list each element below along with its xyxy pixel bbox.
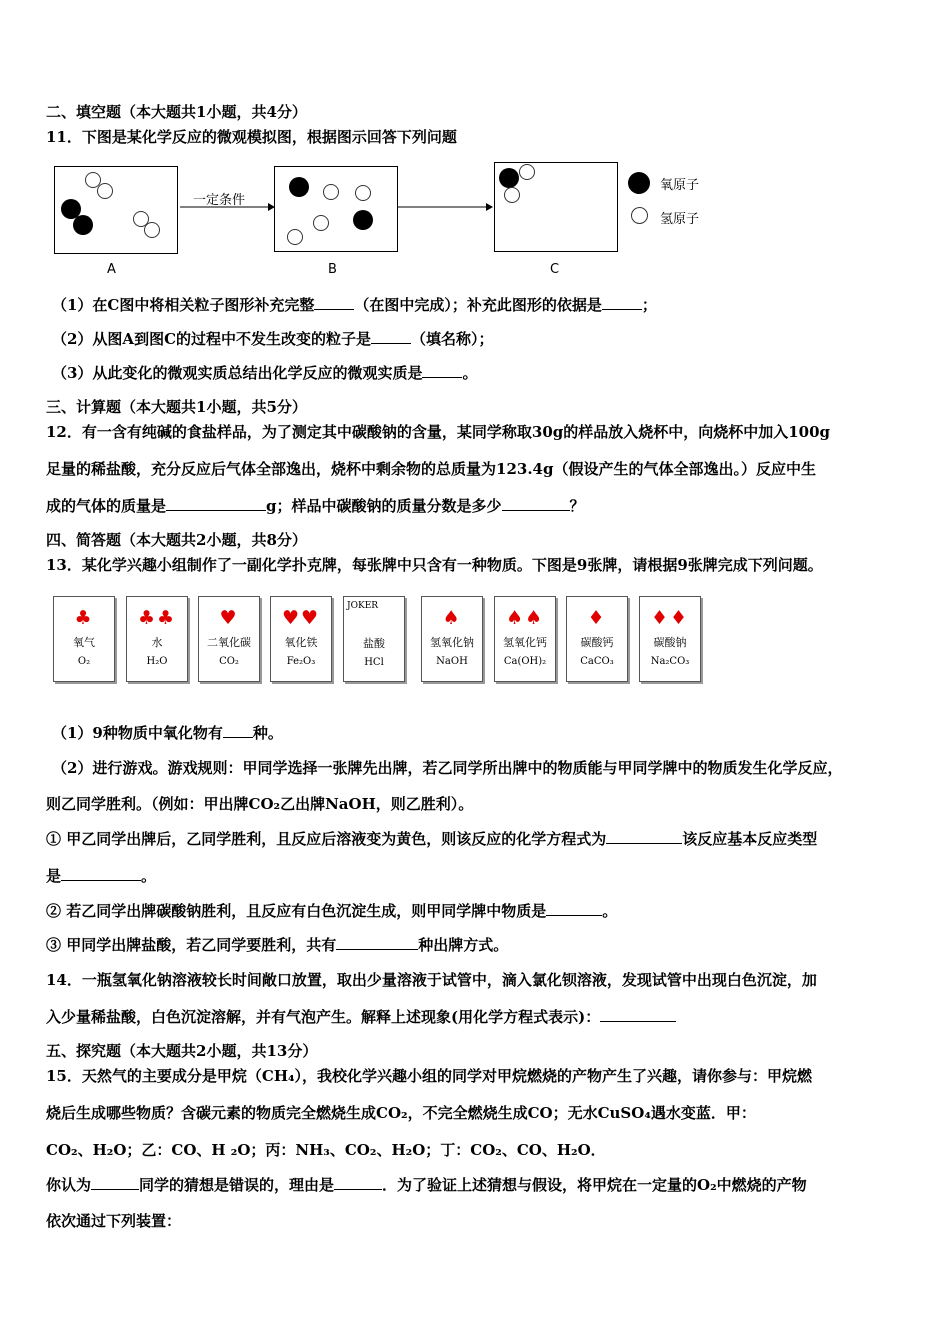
reaction-arrow <box>180 200 275 214</box>
q13-case2: ② 若乙同学出牌碳酸钠胜利，且反应有白色沉淀生成，则甲同学牌中物质是 。 <box>46 902 618 920</box>
hydrogen-atom <box>504 187 520 203</box>
section-heading-4: 四、简答题（本大题共2小题，共8分） <box>46 531 307 549</box>
box-c <box>494 162 618 252</box>
answer-blank[interactable] <box>314 295 354 310</box>
card-water: ♣♣ 水 H₂O <box>126 596 188 682</box>
club-icon: ♣ <box>74 607 94 629</box>
card-sodium-hydroxide: ♠ 氢氧化钠 NaOH <box>421 596 483 682</box>
answer-blank[interactable] <box>546 901 602 916</box>
q15-line5: 依次通过下列装置： <box>46 1212 182 1230</box>
q13-stem: 13．某化学兴趣小组制作了一副化学扑克牌，每张牌中只含有一种物质。下图是9张牌，请根据9张牌完成下列问题。 <box>46 556 823 574</box>
label-c: C <box>550 262 560 277</box>
hydrogen-atom <box>355 185 371 201</box>
legend-hydrogen-label: 氢原子 <box>660 212 700 227</box>
q12-line1: 12．有一含有纯碱的食盐样品，为了测定其中碳酸钠的含量，某同学称取30g的样品放入烧杯中，向烧杯中加入100g <box>46 423 831 441</box>
card-carbon-dioxide: ♥ 二氧化碳 CO₂ <box>198 596 260 682</box>
spade-icon: ♠ <box>442 607 462 629</box>
card-hydrochloric-acid: JOKER 盐酸 HCl <box>343 596 405 682</box>
answer-blank[interactable] <box>334 1175 382 1190</box>
hydrogen-atom <box>313 215 329 231</box>
card-iron-oxide: ♥♥ 氧化铁 Fe₂O₃ <box>270 596 332 682</box>
q15-line2: 烧后生成哪些物质？含碳元素的物质完全燃烧生成CO₂，不完全燃烧生成CO；无水CuSO₄遇水变蓝．甲： <box>46 1104 756 1122</box>
answer-blank[interactable] <box>166 496 266 511</box>
q12-line3: 成的气体的质量是 g；样品中碳酸钠的质量分数是多少 ？ <box>46 497 585 515</box>
answer-blank[interactable] <box>502 496 570 511</box>
q15-line1: 15．天然气的主要成分是甲烷（CH₄），我校化学兴趣小组的同学对甲烷燃烧的产物产生了兴趣，请你参与：甲烷燃 <box>46 1067 813 1085</box>
diamond-icon: ♦ <box>587 607 607 629</box>
spade-icon: ♠♠ <box>505 607 545 629</box>
q13-case1-line1: ① 甲乙同学出牌后，乙同学胜利，且反应后溶液变为黄色，则该反应的化学方程式为 该反应基本反应类型 <box>46 830 818 848</box>
arrow-label: 一定条件 <box>193 193 246 208</box>
club-icon: ♣♣ <box>137 607 177 629</box>
heart-icon: ♥♥ <box>281 607 321 629</box>
legend-oxygen-atom <box>628 172 650 194</box>
q11-part3: （3）从此变化的微观实质总结出化学反应的微观实质是 。 <box>52 364 478 382</box>
q15-line3: CO₂、H₂O；乙：CO、H ₂O；丙：NH₃、CO₂、H₂O；丁：CO₂、CO、H₂O． <box>46 1141 606 1159</box>
card-calcium-carbonate: ♦ 碳酸钙 CaCO₃ <box>566 596 628 682</box>
answer-blank[interactable] <box>336 935 418 950</box>
q14-line1: 14．一瓶氢氧化钠溶液较长时间敞口放置，取出少量溶液于试管中，滴入氯化钡溶液，发现试管中出现白色沉淀，加 <box>46 971 817 989</box>
hydrogen-atom <box>287 229 303 245</box>
answer-blank[interactable] <box>61 866 141 881</box>
card-sodium-carbonate: ♦♦ 碳酸钠 Na₂CO₃ <box>639 596 701 682</box>
q13-case3: ③ 甲同学出牌盐酸，若乙同学要胜利，共有 种出牌方式。 <box>46 936 509 954</box>
q15-line4: 你认为 同学的猜想是错误的，理由是 ．为了验证上述猜想与假设，将甲烷在一定量的O₂中燃烧的产物 <box>46 1176 807 1194</box>
oxygen-atom <box>353 210 373 230</box>
hydrogen-atom <box>97 183 113 199</box>
q11-stem: 11．下图是某化学反应的微观模拟图，根据图示回答下列问题 <box>46 128 457 146</box>
answer-blank[interactable] <box>91 1175 139 1190</box>
section-heading-2: 二、填空题（本大题共1小题，共4分） <box>46 103 307 121</box>
joker-label: JOKER <box>347 601 379 611</box>
hydrogen-atom <box>144 222 160 238</box>
q13-part2-line2: 则乙同学胜利。（例如：甲出牌CO₂乙出牌NaOH，则乙胜利）。 <box>46 795 474 813</box>
box-b <box>274 166 398 252</box>
oxygen-atom <box>73 215 93 235</box>
legend-oxygen-label: 氧原子 <box>660 178 700 193</box>
oxygen-atom <box>499 168 519 188</box>
diamond-icon: ♦♦ <box>650 607 690 629</box>
answer-blank[interactable] <box>223 723 253 738</box>
label-a: A <box>107 262 116 277</box>
q14-line2: 入少量稀盐酸，白色沉淀溶解，并有气泡产生。解释上述现象(用化学方程式表示)： <box>46 1007 676 1027</box>
card-calcium-hydroxide: ♠♠ 氢氧化钙 Ca(OH)₂ <box>494 596 556 682</box>
reaction-arrow <box>398 200 494 214</box>
answer-blank[interactable] <box>371 329 411 344</box>
q13-case1-line2: 是 。 <box>46 867 157 885</box>
q13-part1: （1）9种物质中氧化物有 种。 <box>52 724 283 742</box>
answer-blank[interactable] <box>606 829 682 844</box>
hydrogen-atom <box>519 164 535 180</box>
answer-blank[interactable] <box>600 1007 676 1022</box>
section-heading-5: 五、探究题（本大题共2小题，共13分） <box>46 1042 318 1060</box>
label-b: B <box>328 262 337 277</box>
hydrogen-atom <box>323 184 339 200</box>
card-oxygen: ♣ 氧气 O₂ <box>53 596 115 682</box>
section-heading-3: 三、计算题（本大题共1小题，共5分） <box>46 398 307 416</box>
box-a <box>54 166 178 254</box>
answer-blank[interactable] <box>602 295 642 310</box>
q11-part2: （2）从图A到图C的过程中不发生改变的粒子是 （填名称）； <box>52 330 494 348</box>
legend-hydrogen-atom <box>631 207 648 224</box>
q11-part1: （1）在C图中将相关粒子图形补充完整 （在图中完成）；补充此图形的依据是 ； <box>52 296 657 314</box>
oxygen-atom <box>289 177 309 197</box>
q12-line2: 足量的稀盐酸，充分反应后气体全部逸出，烧杯中剩余物的总质量为123.4g（假设产生的气体全部逸出。）反应中生 <box>46 460 816 478</box>
answer-blank[interactable] <box>422 363 462 378</box>
heart-icon: ♥ <box>219 607 239 629</box>
q13-part2-line1: （2）进行游戏。游戏规则：甲同学选择一张牌先出牌，若乙同学所出牌中的物质能与甲同学牌中的物质发生化学反应， <box>52 759 843 777</box>
